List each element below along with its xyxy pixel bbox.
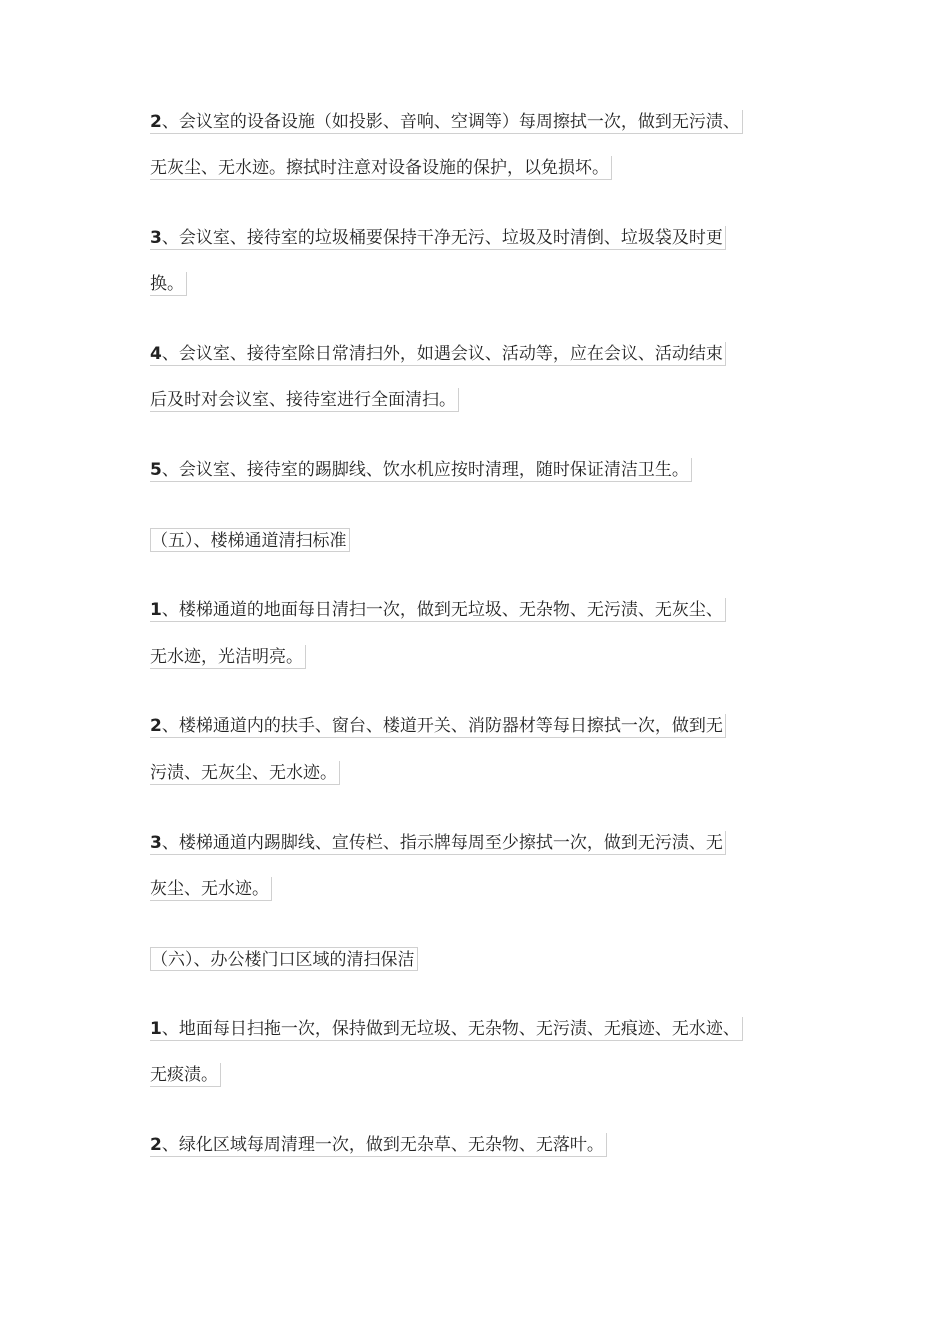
line-text: 无痰渍。	[150, 1065, 218, 1085]
text-line	[150, 714, 726, 738]
text-line	[150, 598, 726, 622]
item-number: 2	[150, 1135, 162, 1155]
line-text: 后及时对会议室、接待室进行全面清扫。	[150, 390, 456, 410]
text-line	[150, 761, 340, 785]
item-number: 1	[150, 1019, 162, 1039]
line-text: 、会议室、接待室的踢脚线、饮水机应按时清理，随时保证清洁卫生。	[161, 460, 689, 480]
line-text: 换。	[150, 274, 184, 294]
text-line	[150, 226, 726, 250]
line-text: 、楼梯通道内的扶手、窗台、楼道开关、消防器材等每日擦拭一次，做到无	[161, 716, 723, 736]
text-line	[150, 388, 459, 412]
text-line	[150, 877, 272, 901]
item-number: 3	[150, 228, 162, 248]
section-heading	[150, 947, 418, 971]
line-text: 污渍、无灰尘、无水迹。	[150, 763, 337, 783]
line-text: 、楼梯通道的地面每日清扫一次，做到无垃圾、无杂物、无污渍、无灰尘、	[161, 600, 723, 620]
text-line	[150, 156, 612, 180]
text-line	[150, 458, 692, 482]
line-text: （六）、办公楼门口区域的清扫保洁	[151, 950, 415, 970]
line-text: 无灰尘、无水迹。擦拭时注意对设备设施的保护，以免损坏。	[150, 158, 609, 178]
line-text: 、会议室、接待室除日常清扫外，如遇会议、活动等，应在会议、活动结束	[161, 344, 723, 364]
item-number: 4	[150, 344, 162, 364]
item-number: 3	[150, 833, 162, 853]
line-text: 无水迹，光洁明亮。	[150, 647, 303, 667]
item-number: 2	[150, 112, 162, 132]
text-line	[150, 1133, 607, 1157]
text-line	[150, 272, 187, 296]
text-line	[150, 1063, 221, 1087]
line-text: 、楼梯通道内踢脚线、宣传栏、指示牌每周至少擦拭一次，做到无污渍、无	[161, 833, 723, 853]
text-line	[150, 645, 306, 669]
text-line	[150, 342, 726, 366]
line-text: 灰尘、无水迹。	[150, 879, 269, 899]
line-text: 、会议室的设备设施（如投影、音响、空调等）每周擦拭一次，做到无污渍、	[161, 112, 740, 132]
item-number: 5	[150, 460, 162, 480]
line-text: 、地面每日扫拖一次，保持做到无垃圾、无杂物、无污渍、无痕迹、无水迹、	[161, 1019, 740, 1039]
text-line	[150, 110, 743, 134]
text-line	[150, 1017, 743, 1041]
item-number: 1	[150, 600, 162, 620]
section-heading	[150, 528, 350, 552]
item-number: 2	[150, 716, 162, 736]
line-text: 、绿化区域每周清理一次，做到无杂草、无杂物、无落叶。	[161, 1135, 604, 1155]
line-text: （五）、楼梯通道清扫标准	[151, 531, 347, 551]
line-text: 、会议室、接待室的垃圾桶要保持干净无污、垃圾及时清倒、垃圾袋及时更	[161, 228, 723, 248]
text-line	[150, 831, 726, 855]
